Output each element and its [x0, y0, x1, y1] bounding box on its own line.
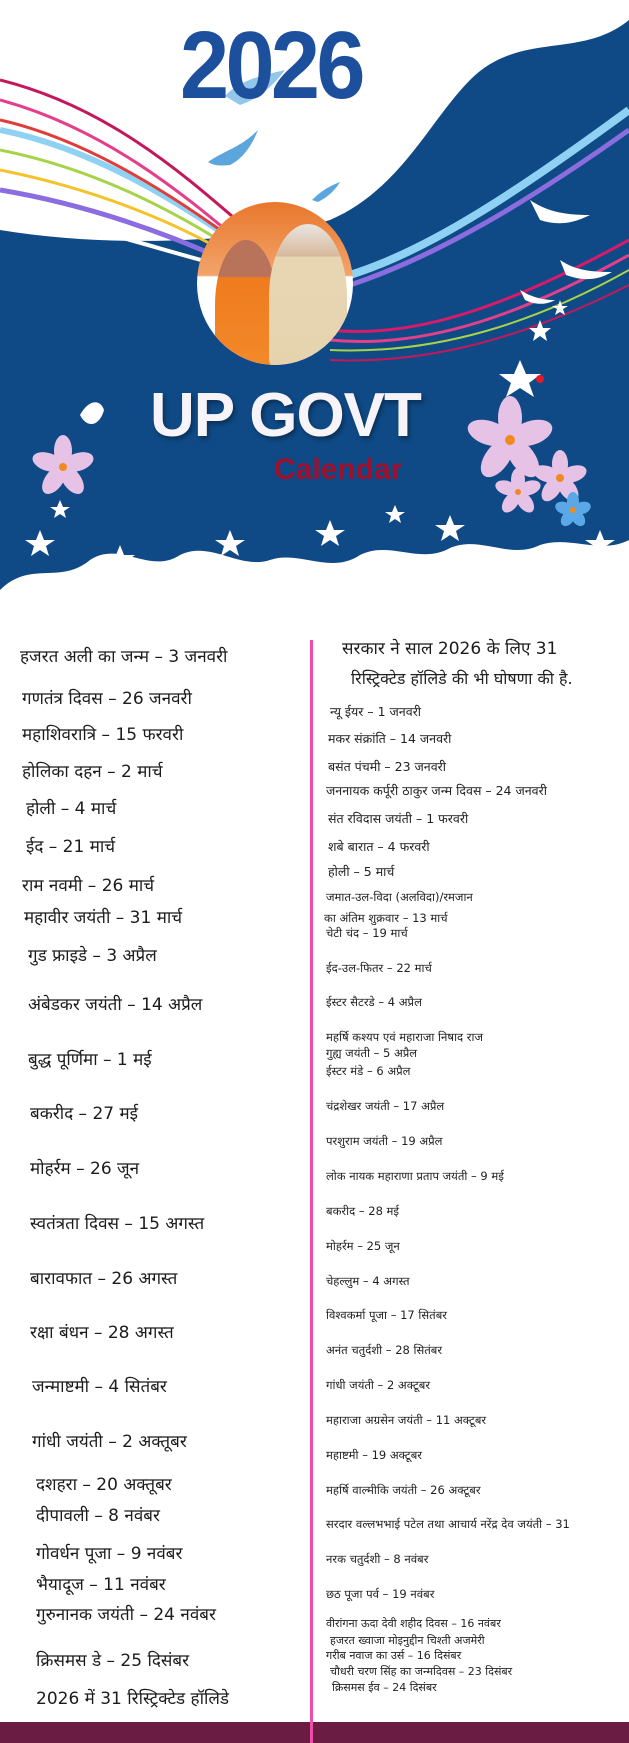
restricted-item: होली – 5 मार्च — [328, 864, 395, 879]
restricted-item: अनंत चतुर्दशी – 28 सितंबर — [326, 1343, 443, 1357]
restricted-item: बकरीद – 28 मई — [326, 1204, 400, 1218]
holiday-item: क्रिसमस डे – 25 दिसंबर — [36, 1651, 190, 1671]
restricted-item: जननायक कर्पूरी ठाकुर जन्म दिवस – 24 जनवरी — [326, 783, 547, 798]
holiday-item: होली – 4 मार्च — [26, 799, 117, 819]
holiday-item: बुद्ध पूर्णिमा – 1 मई — [28, 1050, 152, 1070]
restricted-item: चंद्रशेखर जयंती – 17 अप्रैल — [326, 1099, 445, 1113]
restricted-item: लोक नायक महाराणा प्रताप जयंती – 9 मई — [326, 1169, 504, 1183]
holiday-item: महाशिवरात्रि – 15 फरवरी — [22, 725, 184, 745]
restricted-item: शबे बारात – 4 फरवरी — [328, 839, 430, 854]
person-left-figure — [215, 240, 277, 365]
holiday-item: गांधी जयंती – 2 अक्तूबर — [32, 1432, 187, 1452]
person-right-figure — [269, 224, 347, 365]
holiday-item: बकरीद – 27 मई — [30, 1104, 139, 1124]
restricted-item: हजरत ख्वाजा मोइनुद्दीन चिश्ती अजमेरी — [330, 1634, 485, 1647]
restricted-item: वीरांगना ऊदा देवी शहीद दिवस – 16 नवंबर — [326, 1617, 501, 1630]
restricted-item: नरक चतुर्दशी – 8 नवंबर — [326, 1552, 429, 1566]
restricted-item: चेहल्लुम – 4 अगस्त — [326, 1274, 410, 1288]
restricted-item: छठ पूजा पर्व – 19 नवंबर — [326, 1587, 435, 1601]
holiday-item: गोवर्धन पूजा – 9 नवंबर — [36, 1544, 183, 1564]
restricted-heading-line2: रिस्ट्रिक्टेड हॉलिडे की भी घोषणा की है. — [351, 669, 573, 688]
restricted-item: विश्वकर्मा पूजा – 17 सितंबर — [326, 1308, 447, 1322]
column-divider — [310, 640, 313, 1743]
holiday-item: मोहर्रम – 26 जून — [30, 1159, 140, 1179]
column-divider-footer — [310, 1722, 313, 1743]
restricted-item: बसंत पंचमी – 23 जनवरी — [328, 759, 447, 774]
restricted-holiday-count-note: 2026 में 31 रिस्ट्रिक्टेड हॉलिडे — [36, 1689, 229, 1709]
leaders-photo — [197, 202, 353, 365]
holiday-item: ईद – 21 मार्च — [26, 837, 116, 857]
restricted-item: सरदार वल्लभभाई पटेल तथा आचार्य नरेंद्र देव जयंती – 31 — [326, 1517, 570, 1531]
header-banner — [0, 0, 629, 630]
restricted-item: का अंतिम शुक्रवार – 13 मार्च — [324, 911, 448, 925]
restricted-item: जमात-उल-विदा (अलविदा)/रमजान — [326, 890, 473, 904]
restricted-item: महर्षि कश्यप एवं महाराजा निषाद राज — [326, 1030, 484, 1044]
restricted-item: मोहर्रम – 25 जून — [326, 1239, 400, 1253]
holiday-item: जन्माष्टमी – 4 सितंबर — [32, 1377, 167, 1397]
holiday-item: राम नवमी – 26 मार्च — [22, 876, 155, 896]
holiday-item: गुड फ्राइडे – 3 अप्रैल — [28, 946, 157, 966]
holiday-item: हजरत अली का जन्म – 3 जनवरी — [20, 647, 228, 667]
holiday-item: रक्षा बंधन – 28 अगस्त — [30, 1323, 174, 1343]
restricted-item: चौधरी चरण सिंह का जन्मदिवस – 23 दिसंबर — [330, 1665, 513, 1678]
restricted-item: गुह्य जयंती – 5 अप्रैल — [326, 1046, 418, 1060]
restricted-item: परशुराम जयंती – 19 अप्रैल — [326, 1134, 443, 1148]
restricted-item: ईद-उल-फितर – 22 मार्च — [326, 961, 432, 975]
footer-band — [0, 1722, 629, 1743]
holiday-item: होलिका दहन – 2 मार्च — [22, 762, 163, 782]
holiday-item: बारावफात – 26 अगस्त — [30, 1269, 178, 1289]
holiday-item: स्वतंत्रता दिवस – 15 अगस्त — [30, 1214, 205, 1234]
restricted-item: महर्षि वाल्मीकि जयंती – 26 अक्टूबर — [326, 1483, 481, 1497]
restricted-item: गांधी जयंती – 2 अक्टूबर — [326, 1378, 431, 1392]
year-heading: 2026 — [180, 12, 362, 119]
restricted-item: न्यू ईयर – 1 जनवरी — [330, 704, 422, 719]
restricted-item: गरीब नवाज का उर्स – 16 दिसंबर — [326, 1649, 462, 1662]
restricted-item: महाराजा अग्रसेन जयंती – 11 अक्टूबर — [326, 1413, 487, 1427]
restricted-item: महाष्टमी – 19 अक्टूबर — [326, 1448, 423, 1462]
banner-subtitle: Calendar — [274, 453, 403, 486]
restricted-item: क्रिसमस ईव – 24 दिसंबर — [332, 1681, 437, 1694]
holiday-item: गणतंत्र दिवस – 26 जनवरी — [22, 689, 192, 709]
restricted-item: ईस्टर मंडे – 6 अप्रैल — [326, 1064, 411, 1078]
banner-title: UP GOVT — [150, 381, 421, 450]
restricted-heading-line1: सरकार ने साल 2026 के लिए 31 — [342, 639, 558, 659]
restricted-item: चेटी चंद – 19 मार्च — [326, 926, 408, 940]
restricted-item: ईस्टर सैटरडे – 4 अप्रैल — [326, 995, 422, 1009]
restricted-item: मकर संक्रांति – 14 जनवरी — [328, 731, 452, 746]
holiday-item: भैयादूज – 11 नवंबर — [36, 1575, 166, 1595]
holiday-item: गुरुनानक जयंती – 24 नवंबर — [36, 1605, 216, 1625]
holiday-item: दशहरा – 20 अक्तूबर — [36, 1475, 172, 1495]
holiday-item: दीपावली – 8 नवंबर — [36, 1506, 160, 1526]
holiday-item: अंबेडकर जयंती – 14 अप्रैल — [28, 995, 203, 1015]
holiday-item: महावीर जयंती – 31 मार्च — [24, 908, 183, 928]
restricted-item: संत रविदास जयंती – 1 फरवरी — [328, 811, 469, 826]
